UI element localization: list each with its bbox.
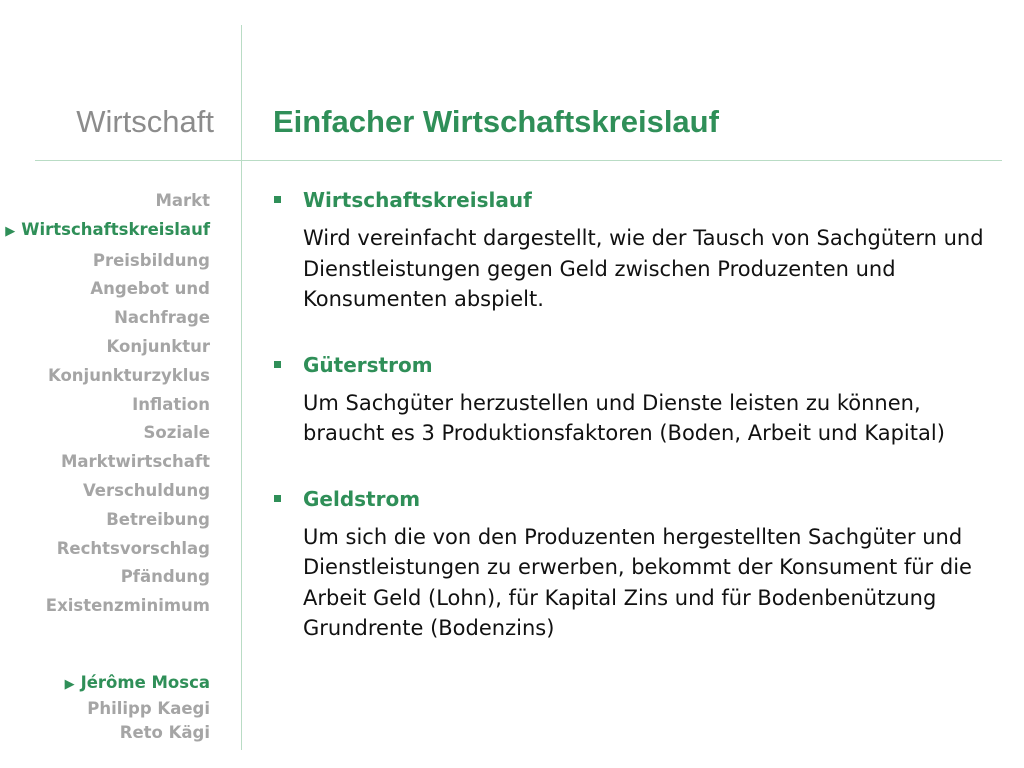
nav-item-konjunktur[interactable]	[5, 333, 210, 362]
block-heading: Güterstrom	[303, 352, 433, 377]
nav-item-label: Betreibung	[106, 509, 210, 529]
nav-item-soziale[interactable]	[5, 419, 210, 448]
block-heading: Wirtschaftskreislauf	[303, 188, 532, 212]
slide-title: Einfacher Wirtschaftskreislauf	[273, 104, 719, 139]
nav-item-markt[interactable]	[5, 187, 210, 216]
nav-item-label: Preisbildung	[92, 250, 210, 270]
nav-item-label: Marktwirtschaft	[60, 452, 210, 472]
author-name: Philipp Kaegi	[87, 699, 210, 718]
nav-item-label: Angebot und	[90, 279, 210, 299]
content-block-wirtschaftskreislauf	[272, 185, 1007, 315]
nav-item-label: Konjunkturzyklus	[47, 365, 210, 385]
nav-item-inflation[interactable]	[5, 391, 210, 420]
square-bullet-icon	[274, 196, 281, 203]
nav-item-label: Inflation	[132, 394, 210, 414]
content-block-geldstrom	[272, 484, 1007, 644]
author-name: Jérôme Mosca	[80, 673, 210, 692]
nav-item-label: Nachfrage	[114, 308, 210, 328]
nav-item-pfaendung[interactable]	[5, 563, 210, 592]
square-bullet-icon	[274, 361, 281, 368]
block-heading: Geldstrom	[303, 486, 421, 511]
active-arrow-icon: ▶	[5, 223, 16, 239]
block-text: Um sich die von den Produzenten hergestellten Sachgüter und Dienstleistungen zu erwerben, bekommt der Konsument für die Arbeit Geld (Lohn), für Kapital Zins und für Bodenbenützung Grundrente (Bodenzins)	[303, 524, 972, 640]
slide-content	[272, 185, 1007, 679]
author-jerome-mosca[interactable]	[65, 671, 210, 697]
section-title: Wirtschaft	[76, 104, 214, 139]
nav-item-rechtsvorschlag[interactable]	[5, 535, 210, 564]
nav-item-nachfrage[interactable]	[5, 304, 210, 333]
block-text: Um Sachgüter herzustellen und Dienste leisten zu können, braucht es 3 Produktionsfaktoren (Boden, Arbeit und Kapital)	[303, 390, 945, 445]
nav-item-label: Markt	[155, 191, 210, 210]
nav-item-label: Konjunktur	[106, 336, 210, 356]
nav-item-betreibung[interactable]	[5, 506, 210, 535]
nav-item-label: Pfändung	[120, 567, 210, 587]
active-arrow-icon: ▶	[64, 677, 75, 692]
author-name: Reto Kägi	[119, 723, 210, 742]
author-list	[65, 671, 210, 745]
nav-item-marktwirtschaft[interactable]	[5, 448, 210, 477]
content-block-gueterstrom	[272, 350, 1007, 449]
author-philipp-kaegi[interactable]	[65, 697, 210, 721]
vertical-divider	[241, 25, 242, 750]
nav-item-angebot-und[interactable]	[5, 275, 210, 304]
nav-item-preisbildung[interactable]	[5, 247, 210, 276]
nav-item-verschuldung[interactable]	[5, 477, 210, 506]
topic-nav	[5, 187, 210, 621]
nav-item-label: Rechtsvorschlag	[56, 538, 210, 558]
nav-item-label: Soziale	[143, 423, 210, 443]
square-bullet-icon	[274, 495, 281, 502]
nav-item-konjunkturzyklus[interactable]	[5, 362, 210, 391]
block-text: Wird vereinfacht dargestellt, wie der Tausch von Sachgütern und Dienstleistungen gegen Geld zwischen Produzenten und Konsumenten abspielt.	[303, 226, 984, 311]
author-reto-kaegi[interactable]	[65, 721, 210, 745]
nav-item-label: Wirtschaftskreislauf	[21, 219, 210, 239]
horizontal-divider	[35, 160, 1002, 161]
nav-item-existenzminimum[interactable]	[5, 592, 210, 621]
nav-item-label: Existenzminimum	[45, 596, 210, 616]
nav-item-label: Verschuldung	[82, 480, 210, 500]
nav-item-wirtschaftskreislauf[interactable]	[5, 216, 210, 247]
